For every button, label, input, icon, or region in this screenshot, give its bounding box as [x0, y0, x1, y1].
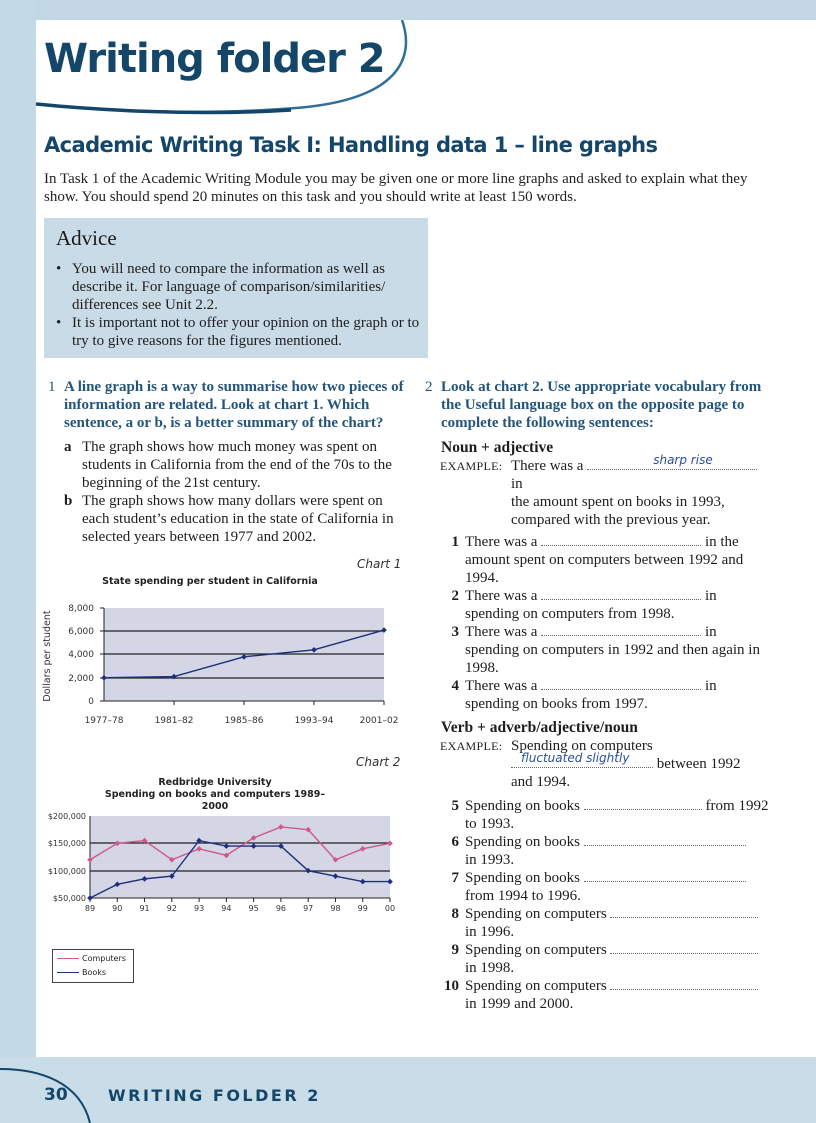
- answer-blank[interactable]: [541, 623, 701, 636]
- handwritten-answer: sharp rise: [653, 453, 713, 467]
- item-text: Spending on books: [465, 870, 581, 886]
- section-heading-verb-adverb: Verb + adverb/adjective/noun: [441, 719, 638, 736]
- x-tick: 97: [303, 904, 314, 913]
- x-tick: 1985–86: [224, 716, 264, 726]
- left-border-band: [0, 0, 36, 1123]
- page-title: Writing folder 2: [44, 36, 385, 82]
- legend-label: Computers: [82, 954, 126, 963]
- x-tick: 91: [139, 904, 150, 913]
- answer-blank[interactable]: [541, 677, 701, 690]
- exercise-item-1: [441, 533, 771, 587]
- y-tick: 2,000: [68, 674, 94, 684]
- chart-2: [36, 808, 406, 923]
- answer-blank[interactable]: [584, 869, 746, 882]
- question-2: [425, 378, 771, 1013]
- y-tick: $100,000: [47, 867, 86, 876]
- answer-blank[interactable]: [584, 833, 746, 846]
- x-tick: 94: [221, 904, 232, 913]
- x-tick: 98: [330, 904, 341, 913]
- section-heading-noun-adjective: Noun + adjective: [441, 439, 554, 456]
- y-tick: $200,000: [47, 812, 86, 821]
- item-text: spending on computers in 1992 and then again in 1998.: [465, 642, 760, 676]
- item-text: Spending on computers: [465, 942, 607, 958]
- item-number: 7: [451, 870, 459, 886]
- intro-paragraph: In Task 1 of the Academic Writing Module you may be given one or more line graphs and asked to explain what they show. You should spend 20 minutes on this task and you should write at least 150 words.: [44, 171, 748, 205]
- answer-blank[interactable]: [610, 977, 758, 990]
- option-a[interactable]: [64, 438, 404, 492]
- example-text: between 1992: [656, 756, 741, 772]
- legend-swatch: [57, 972, 79, 973]
- exercise-item-9: [441, 941, 771, 977]
- y-tick: $150,000: [47, 839, 86, 848]
- items-noun-adjective: [441, 533, 771, 713]
- y-tick: 8,000: [68, 604, 94, 614]
- chart-2-title-line2: Spending on books and computers 1989–2000: [104, 789, 326, 812]
- item-number: 6: [451, 834, 459, 850]
- item-number: 3: [451, 624, 459, 640]
- item-text: There was a: [465, 588, 538, 604]
- advice-item: • It is important not to offer your opinion on the graph or to try to give reasons for the figures mentioned.: [70, 314, 430, 350]
- advice-list: [52, 260, 430, 350]
- chart-2-x-ticks: [85, 898, 395, 913]
- item-text: spending on books from 1997.: [465, 696, 648, 712]
- x-tick: 95: [248, 904, 259, 913]
- chart-1-title: State spending per student in California: [102, 576, 318, 587]
- item-text: in 1998.: [465, 960, 515, 976]
- answer-blank[interactable]: [610, 941, 758, 954]
- x-tick: 1977–78: [84, 716, 124, 726]
- item-number: 9: [451, 942, 459, 958]
- item-text: Spending on computers: [465, 906, 607, 922]
- question-prompt: A line graph is a way to summarise how two pieces of information are related. Look at chart 1. Which sentence, a or b, is a better summary of the chart?: [64, 379, 404, 431]
- y-tick: 6,000: [68, 627, 94, 637]
- option-label: b: [64, 493, 73, 509]
- item-text: in 1993.: [465, 852, 515, 868]
- y-tick: 0: [88, 697, 94, 707]
- example-label: EXAMPLE:: [440, 739, 503, 753]
- item-text: There was a: [465, 624, 538, 640]
- top-border-band: [0, 0, 816, 20]
- exercise-item-8: [441, 905, 771, 941]
- answer-blank[interactable]: [610, 905, 758, 918]
- handwritten-answer: fluctuated slightly: [521, 751, 630, 765]
- exercise-item-2: [441, 587, 771, 623]
- example-text: the amount spent on books in 1993, compared with the previous year.: [511, 494, 725, 528]
- answer-blank[interactable]: [541, 587, 701, 600]
- advice-heading: Advice: [56, 226, 117, 250]
- chart-2-title-line1: Redbridge University: [158, 777, 272, 788]
- item-text: in the: [704, 534, 739, 550]
- item-text: Spending on books: [465, 798, 581, 814]
- item-number: 4: [451, 678, 459, 694]
- legend-item-books: [57, 968, 106, 977]
- example-1: [440, 453, 771, 529]
- option-b[interactable]: [64, 492, 404, 546]
- exercise-item-6: [441, 833, 771, 869]
- options-list: [64, 438, 404, 546]
- item-text: in: [704, 678, 717, 694]
- exercise-item-10: [441, 977, 771, 1013]
- x-tick: 99: [357, 904, 368, 913]
- exercise-item-5: [441, 797, 771, 833]
- item-text: from 1994 to 1996.: [465, 888, 581, 904]
- legend-item-computers: [57, 954, 126, 963]
- item-text: in: [704, 624, 717, 640]
- question-number: 1: [48, 379, 56, 395]
- chart-1-label: Chart 1: [357, 557, 402, 571]
- x-tick: 90: [112, 904, 123, 913]
- chart-1: [36, 600, 406, 730]
- x-tick: 1993–94: [294, 716, 334, 726]
- x-tick: 1981–82: [154, 716, 194, 726]
- item-number: 1: [451, 534, 459, 550]
- option-text: The graph shows how many dollars were spent on each student’s education in the state of California in selected years between 1977 and 2002.: [82, 493, 394, 545]
- example-text: There was a: [511, 458, 584, 474]
- advice-box: [44, 218, 428, 358]
- legend-label: Books: [82, 968, 107, 977]
- example-text: and 1994.: [511, 774, 571, 790]
- x-tick: 89: [84, 904, 96, 913]
- item-text: in 1996.: [465, 924, 515, 940]
- item-text: amount spent on computers between 1992 and 1994.: [465, 552, 744, 586]
- y-tick: $50,000: [52, 894, 86, 903]
- example-2: [441, 737, 771, 791]
- item-text: from: [705, 798, 735, 814]
- x-tick: 93: [193, 904, 205, 913]
- chart-2-legend: [52, 949, 134, 983]
- item-number: 10: [444, 978, 459, 994]
- item-text: in 1999 and 2000.: [465, 996, 574, 1012]
- exercise-item-3: [441, 623, 771, 677]
- y-tick: 4,000: [68, 650, 94, 660]
- x-tick: 96: [275, 904, 287, 913]
- item-text: spending on computers from 1998.: [465, 606, 675, 622]
- item-text: in: [704, 588, 717, 604]
- advice-item: • You will need to compare the information as well as describe it. For language of comparison/similarities/ differences see Unit 2.2.: [70, 260, 430, 314]
- item-text: There was a: [465, 534, 538, 550]
- item-text: Spending on books: [465, 834, 581, 850]
- chart-2-label: Chart 2: [356, 755, 401, 769]
- example-text: Spending on computers: [511, 738, 653, 754]
- exercise-item-7: [441, 869, 771, 905]
- question-prompt: Look at chart 2. Use appropriate vocabulary from the Useful language box on the opposite page to complete the following sentences:: [441, 379, 762, 431]
- question-number: 2: [425, 379, 433, 395]
- section-title: Academic Writing Task I: Handling data 1 – line graphs: [44, 133, 658, 157]
- item-number: 5: [451, 798, 459, 814]
- item-text: There was a: [465, 678, 538, 694]
- example-answer-blank: [511, 751, 653, 768]
- page-number: 30: [44, 1085, 68, 1105]
- example-label: EXAMPLE:: [440, 459, 503, 473]
- option-label: a: [64, 439, 72, 455]
- items-verb-adverb: [441, 797, 771, 1013]
- exercise-item-4: [441, 677, 771, 713]
- example-answer-blank: [587, 453, 757, 470]
- item-text: Spending on computers: [465, 978, 607, 994]
- answer-blank[interactable]: [584, 797, 702, 810]
- item-number: 2: [451, 588, 459, 604]
- example-text: in: [511, 476, 523, 492]
- running-title: WRITING FOLDER 2: [108, 1086, 321, 1105]
- y-axis-label: Dollars per student: [42, 610, 53, 702]
- option-text: The graph shows how much money was spent on students in California from the end of the 70s to the beginning of the 21st century.: [82, 439, 392, 491]
- x-tick: 00: [384, 904, 396, 913]
- answer-blank[interactable]: [541, 533, 701, 546]
- question-1: [48, 378, 404, 546]
- item-number: 8: [451, 906, 459, 922]
- legend-swatch: [57, 958, 79, 959]
- item-text: 1992 to 1993.: [465, 798, 769, 832]
- x-tick: 2001–02: [359, 716, 399, 726]
- x-tick: 92: [166, 904, 177, 913]
